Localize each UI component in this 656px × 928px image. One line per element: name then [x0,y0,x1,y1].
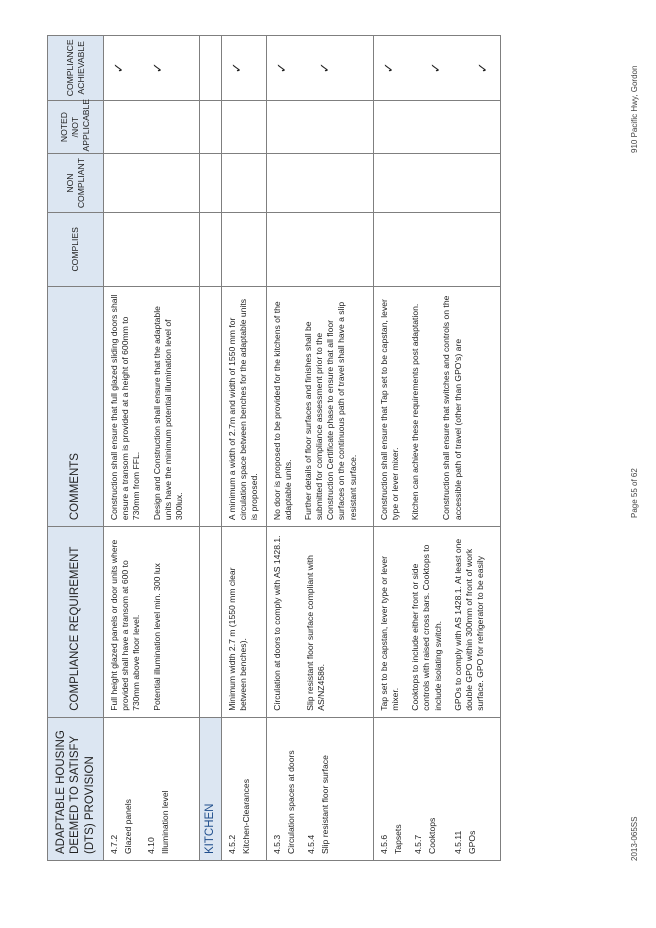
check-icon: ✓ [111,62,127,74]
comment-cell [373,286,500,526]
comment-text: Design and Construction shall ensure that the adaptable units have the minimum potential illumination level of 300lux. [151,306,184,521]
comment-cell [266,286,373,526]
footer-left: 2013-065SS [630,816,639,861]
check-icon: ✓ [380,62,396,74]
check-icon: ✓ [474,62,490,74]
requirement-text: Potential illumination level min. 300 lux [151,563,162,711]
requirement-cell [104,527,200,718]
header-dts: ADAPTABLE HOUSING DEEMED TO SATISFY (DTS) PROVISION [48,717,104,860]
footer-center: Page 55 of 62 [630,468,639,518]
requirement-text: GPOs to comply with AS 1428.1. At least one double GPO within 300mm of front of work surface. GPO for refrigerator to be easily [452,538,486,711]
clause-number: 4.5.4 [305,834,316,854]
clause-number: 4.5.6 [378,834,389,854]
comment-text: Construction shall ensure that full glazed sliding doors shall ensure a transom is provided at a height of 600mm to 730mm from FFL. [109,294,142,521]
section-row-kitchen [200,36,222,861]
comment-text: Kitchen can achieve these requirements post adaptation. [410,303,421,521]
clause-name: Cooktops [427,817,438,854]
comment-text: Construction shall ensure that switches and controls on the accessible path of travel (other than GPO's) are [441,295,463,521]
check-icon: ✓ [316,62,332,74]
compliance-table [47,35,501,861]
clause-number: 4.7.2 [109,834,120,854]
requirement-text: Circulation at doors to comply with AS 1428.1. [271,535,282,711]
complies-cell [373,212,500,286]
complies-cell [222,212,267,286]
clause-name: GPOs [466,830,477,854]
table-row [373,36,500,861]
clause-number: 4.10 [145,837,156,854]
clause-name: Kitchen-Clearances [241,779,252,854]
clause-name: Circulation spaces at doors [285,750,296,854]
clause-number: 4.5.7 [413,834,424,854]
achievable-cell [266,36,373,101]
non-compliant-cell [266,154,373,212]
comment-text: Construction shall ensure that Tap set to be capstan, lever type or lever mixer. [378,299,400,521]
header-complies: COMPLIES [48,212,104,286]
header-requirement: COMPLIANCE REQUIREMENT [48,527,104,718]
dts-cell [373,717,500,860]
non-compliant-cell [104,154,200,212]
check-icon: ✓ [273,62,289,74]
clause-name: Slip resistant floor surface [320,755,331,854]
header-comments: COMMENTS [48,286,104,526]
requirement-text: Cooktops to include either front or side controls with raised cross bars. Cooktops to include isolating switch. [410,544,443,711]
noted-cell [373,100,500,154]
section-title: KITCHEN [200,717,222,860]
noted-cell [104,100,200,154]
achievable-cell [104,36,200,101]
dts-cell [266,717,373,860]
noted-cell [222,100,267,154]
table-row [104,36,200,861]
requirement-cell: Minimum width 2.7 m (1550 mm clear between benches). [222,527,267,718]
table-header-row [48,36,104,861]
clause-number: 4.5.3 [271,834,282,854]
check-icon: ✓ [222,36,267,101]
non-compliant-cell [373,154,500,212]
requirement-text: Tap set to be capstan, lever type or lever mixer. [378,555,400,711]
footer-right: 910 Pacific Hwy, Gordon [630,65,639,153]
clause-number: 4.5.11 [452,830,463,854]
check-icon: ✓ [150,62,166,74]
clause-number: 4.5.2 [227,834,238,854]
table-row [266,36,373,861]
comment-text: No door is proposed to be provided for the kitchens of the adaptable units. [271,301,293,521]
header-non-compliant: NON COMPLIANT [48,154,104,212]
comment-text: Further details of floor surfaces and finishes shall be submitted for compliance assessment prior to the Construction Certificate phase to ensure that all floor surfaces on the continuous path of travel shall have a slip resistant surface. [302,301,358,521]
check-icon: ✓ [427,62,443,74]
dts-cell [104,717,200,860]
header-achievable: COMPLIANCE ACHIEVABLE [48,36,104,101]
clause-name: Glazed panels [123,799,134,854]
non-compliant-cell [222,154,267,212]
dts-cell [222,717,267,860]
requirement-text: Full height glazed panels or door units where provided shall have a transom at 600 to 730mm above floor level. [109,539,142,711]
complies-cell [266,212,373,286]
clause-name: Tapsets [392,824,403,854]
table-row [222,36,267,861]
complies-cell [104,212,200,286]
comment-cell: A minimum a width of 2.7m and width of 1550 mm for circulation space between benches for the adaptable units is proposed. [222,286,267,526]
header-noted: NOTED /NOT APPLICABLE [48,100,104,154]
requirement-cell [373,527,500,718]
clause-name: Illumination level [159,790,170,854]
achievable-cell [373,36,500,101]
requirement-cell [266,527,373,718]
comment-cell [104,286,200,526]
noted-cell [266,100,373,154]
requirement-text: Slip resistant floor surface compliant with AS/NZ4586. [304,555,326,711]
